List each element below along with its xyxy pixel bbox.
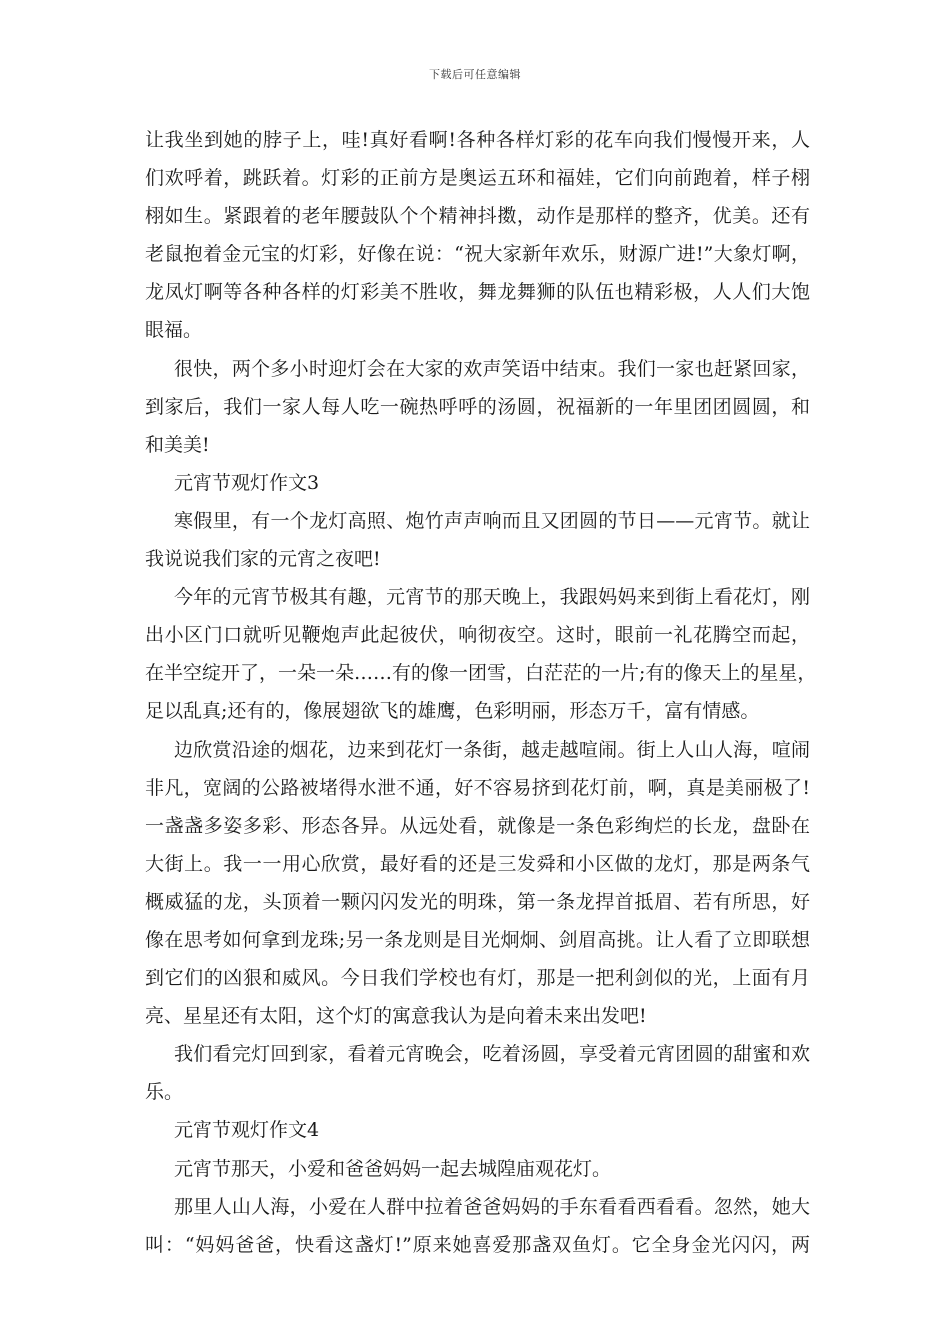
section-heading: 元宵节观灯作文4 [174,1119,320,1142]
text-line: 栩如生。紧跟着的老年腰鼓队个个精神抖擞，动作是那样的整齐，优美。还有 [145,205,810,228]
text-line: 让我坐到她的脖子上，哇!真好看啊!各种各样灯彩的花车向我们慢慢开来，人 [145,129,810,151]
text-line: 一盏盏多姿多彩、形态各异。从远处看，就像是一条色彩绚烂的长龙，盘卧在 [145,814,810,837]
text-line: 叫：“妈妈爸爸，快看这盏灯!”原来她喜爱那盏双鱼灯。它全身金光闪闪，两 [145,1233,810,1256]
text-line: 像在思考如何拿到龙珠;另一条龙则是目光炯炯、剑眉高挑。让人看了立即联想 [145,928,810,951]
section-heading: 元宵节观灯作文3 [174,471,320,494]
text-line: 到它们的凶狠和威风。今日我们学校也有灯，那是一把利剑似的光，上面有月 [145,967,810,990]
text-line: 老鼠抱着金元宝的灯彩，好像在说：“祝大家新年欢乐，财源广进!”大象灯啊， [145,243,810,266]
text-line: 到家后，我们一家人每人吃一碗热呼呼的汤圆，祝福新的一年里团团圆圆，和 [145,395,810,418]
page-header: 下载后可任意编辑 [429,68,521,81]
text-line: 在半空绽开了，一朵一朵……有的像一团雪，白茫茫的一片;有的像天上的星星， [145,662,817,685]
text-line: 乐。 [145,1081,184,1104]
text-line: 龙凤灯啊等各种各样的灯彩美不胜收，舞龙舞狮的队伍也精彩极，人人们大饱 [145,281,810,304]
text-line: 寒假里，有一个龙灯高照、炮竹声声响而且又团圆的节日——元宵节。就让 [174,509,810,532]
text-line: 概威猛的龙，头顶着一颗闪闪发光的明珠，第一条龙捍首抵眉、若有所思，好 [145,890,810,913]
document-body [145,121,817,1264]
text-line: 很快，两个多小时迎灯会在大家的欢声笑语中结束。我们一家也赶紧回家， [174,357,810,380]
text-line: 们欢呼着，跳跃着。灯彩的正前方是奥运五环和福娃，它们向前跑着，样子栩 [145,167,810,190]
text-line: 非凡，宽阔的公路被堵得水泄不通，好不容易挤到花灯前，啊，真是美丽极了! [145,776,810,799]
text-line: 我说说我们家的元宵之夜吧! [145,548,381,571]
text-line: 边欣赏沿途的烟花，边来到花灯一条街，越走越喧闹。街上人山人海，喧闹 [174,738,810,761]
text-line: 亮、星星还有太阳，这个灯的寓意我认为是向着未来出发吧! [145,1005,647,1028]
text-line: 和美美! [145,433,210,456]
text-line: 我们看完灯回到家，看着元宵晚会，吃着汤圆，享受着元宵团圆的甜蜜和欢 [174,1043,810,1066]
text-line: 元宵节那天，小爱和爸爸妈妈一起去城隍庙观花灯。 [174,1157,612,1180]
text-line: 足以乱真;还有的，像展翅欲飞的雄鹰，色彩明丽，形态万千，富有情感。 [145,700,760,723]
text-line: 大街上。我一一用心欣赏，最好看的还是三发舜和小区做的龙灯，那是两条气 [145,852,810,875]
text-line: 眼福。 [145,319,203,342]
text-line: 出小区门口就听见鞭炮声此起彼伏，响彻夜空。这时，眼前一礼花腾空而起， [145,624,810,647]
text-line: 那里人山人海，小爱在人群中拉着爸爸妈妈的手东看看西看看。忽然，她大 [174,1195,810,1218]
text-line: 今年的元宵节极其有趣，元宵节的那天晚上，我跟妈妈来到街上看花灯，刚 [174,586,810,609]
